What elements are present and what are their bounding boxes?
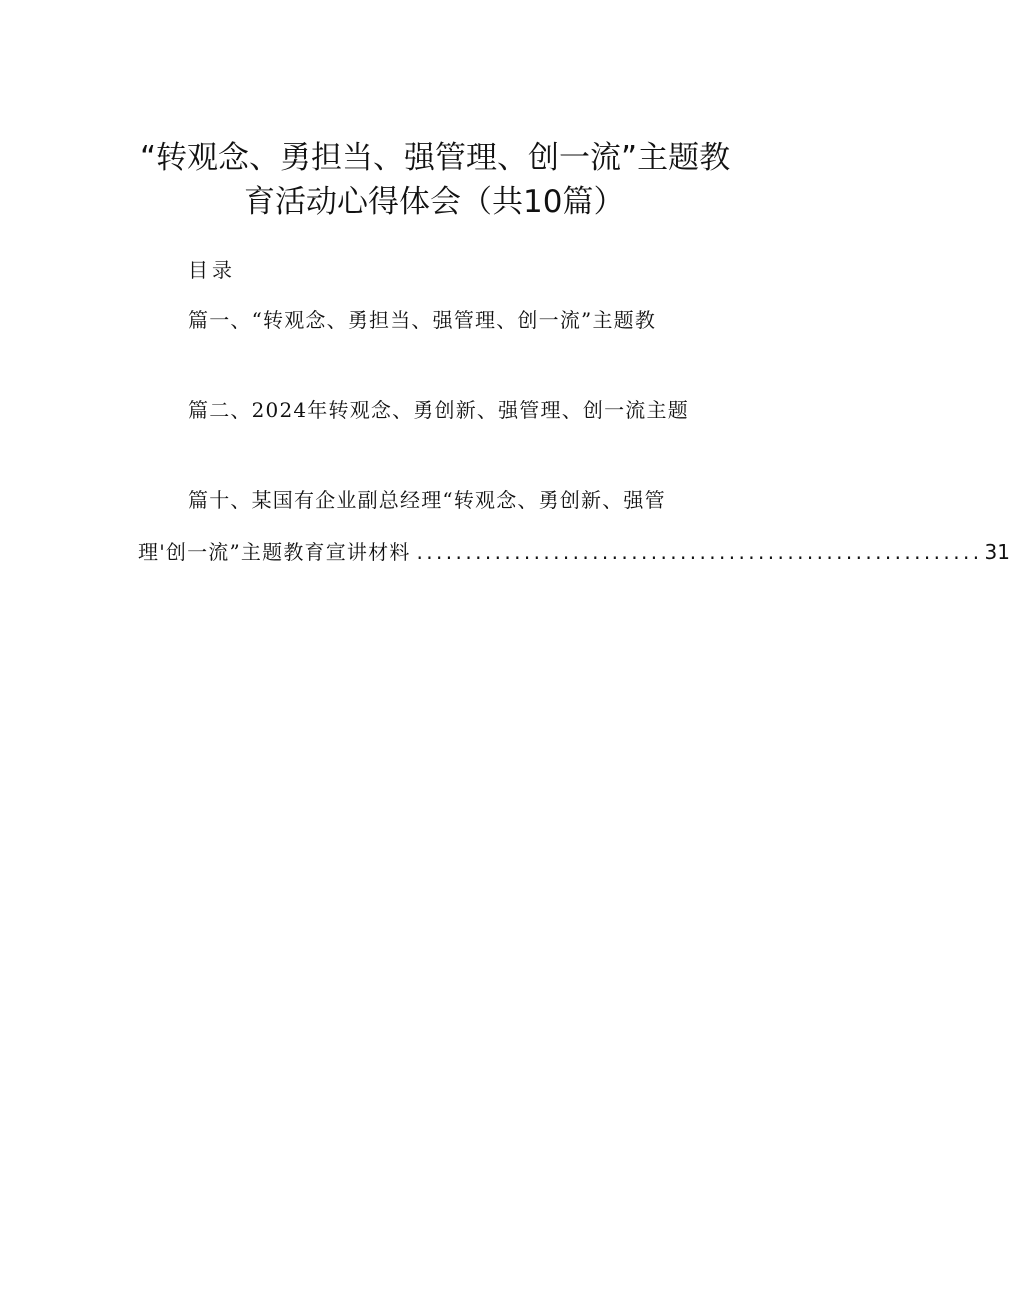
toc-page-number: 31 [984, 540, 1010, 564]
toc-entry-2[interactable]: 篇二、2024年转观念、勇创新、强管理、创一流主题 [188, 398, 689, 422]
toc-entry-10-line2[interactable] [138, 538, 1010, 566]
toc-entry-10-text: 理'创一流”主题教育宣讲材料 [138, 540, 411, 564]
document-title-line1: “转观念、勇担当、强管理、创一流”主题教 [140, 140, 731, 176]
document-title [140, 136, 780, 224]
toc-entry-10-line1[interactable]: 篇十、某国有企业副总经理“转观念、勇创新、强管 [188, 488, 666, 512]
document-title-line2: 育活动心得体会（共10篇） [244, 184, 625, 220]
toc-entry-1[interactable]: 篇一、“转观念、勇担当、强管理、创一流”主题教 [188, 308, 657, 332]
toc-heading: 目录 [188, 258, 236, 282]
toc-dot-leader: .......................................................... [416, 540, 983, 564]
